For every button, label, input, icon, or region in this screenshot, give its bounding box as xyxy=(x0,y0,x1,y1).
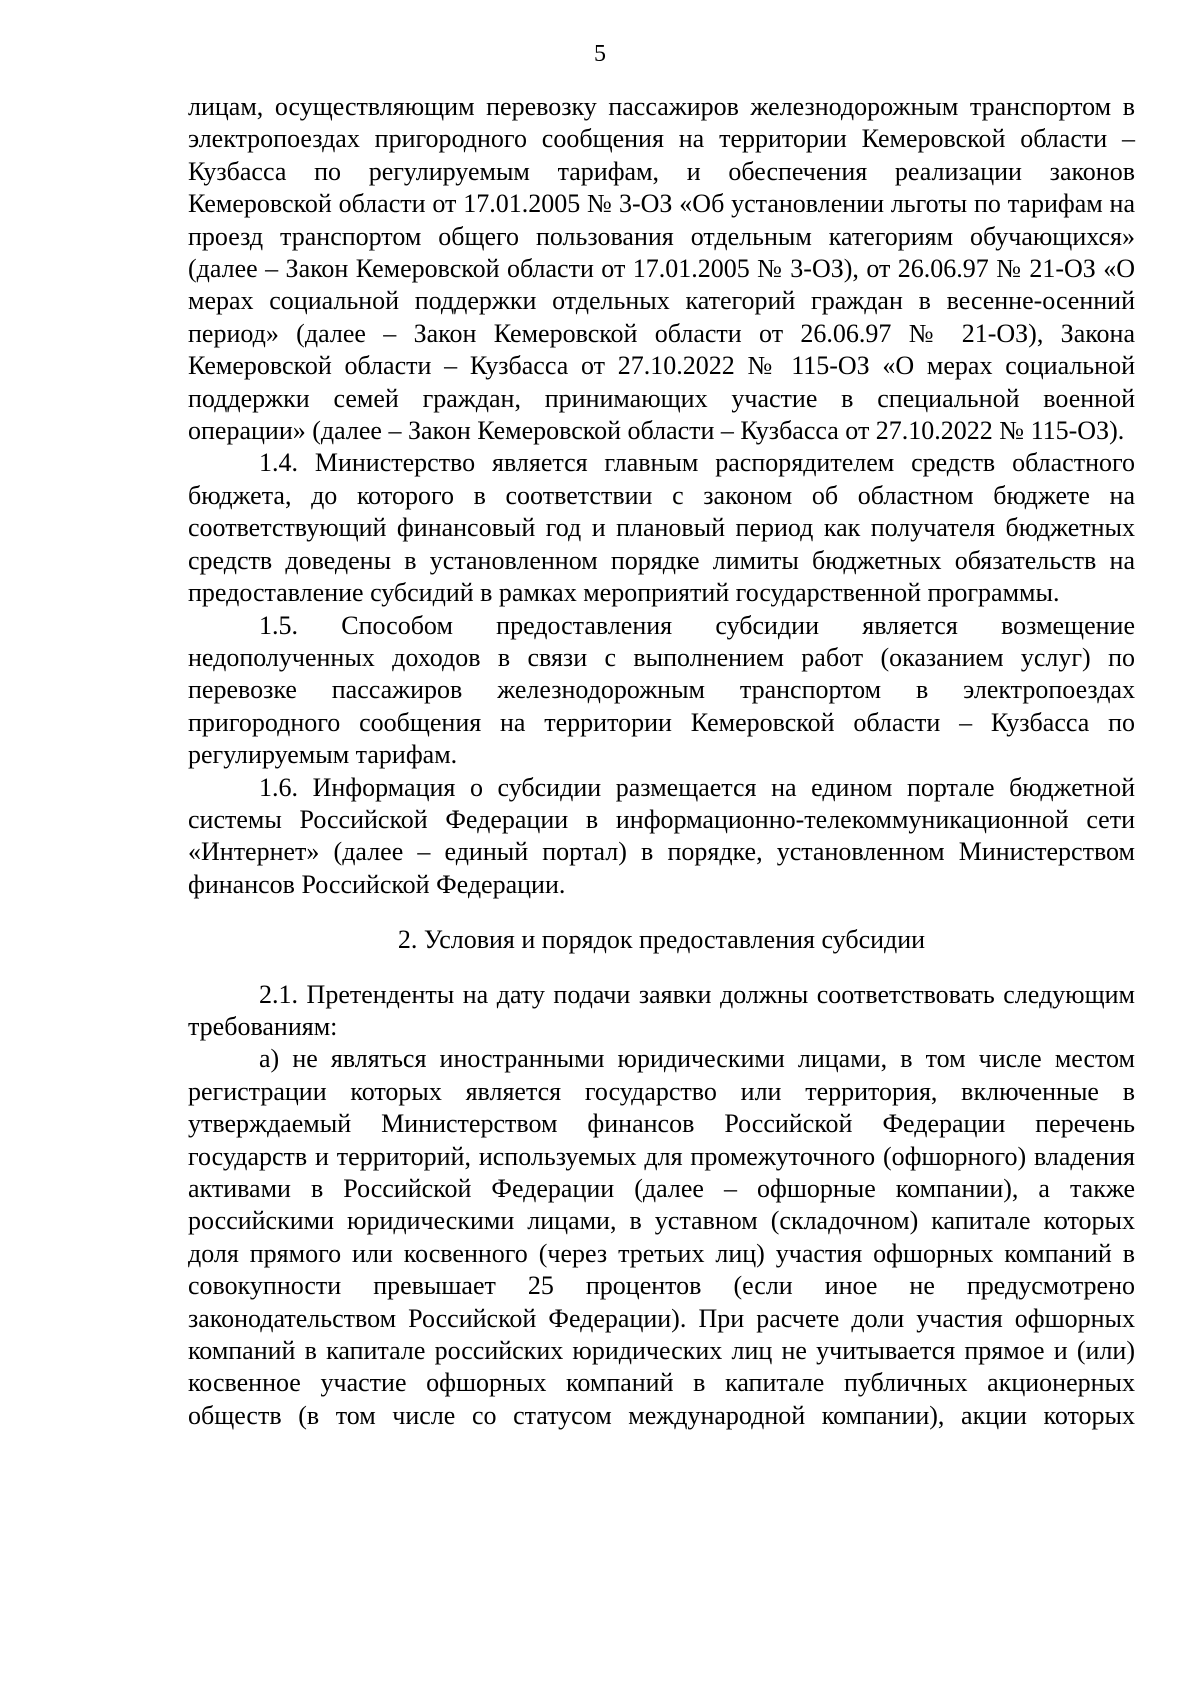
paragraph-1-5: 1.5. Способом предоставления субсидии является возмещение недополученных доходов в связи с выполнением работ (оказанием услуг) по перевозке пассажиров железнодорожным транспортом в электропоездах пригородного сообщения на территории Кемеровской области – Кузбасса по регулируемым тарифам. xyxy=(188,610,1135,770)
page-number: 5 xyxy=(594,41,606,67)
section-2-heading: 2. Условия и порядок предоставления субсидии xyxy=(397,925,926,955)
document-body xyxy=(188,91,1135,1432)
paragraph-2-1-a: а) не являться иностранными юридическими лицами, в том числе местом регистрации которых является государство или территория, включенные в утверждаемый Министерством финансов Российской Федерации перечень государств и территорий, используемых для промежуточного (офшорного) владения активами в Российской Федерации (далее – офшорные компании), а также российскими юридическими лицами, в уставном (складочном) капитале которых доля прямого или косвенного (через третьих лиц) участия офшорных компаний в совокупности превышает 25 процентов (если иное не предусмотрено законодательством Российской Федерации). При расчете доли участия офшорных компаний в капитале российских юридических лиц не учитывается прямое и (или) косвенное участие офшорных компаний в капитале публичных акционерных обществ (в том числе со статусом международной компании), акции которых xyxy=(188,1044,1135,1430)
paragraph-continuation: лицам, осуществляющим перевозку пассажиров железнодорожным транспортом в электропоездах пригородного сообщения на территории Кемеровской области – Кузбасса по регулируемым тарифам, и обеспечения реализации законов Кемеровской области от 17.01.2005 № 3-ОЗ «Об установлении льготы по тарифам на проезд транспортом общего пользования отдельным категориям обучающихся» (далее – Закон Кемеровской области от 17.01.2005 № 3-ОЗ), от 26.06.97 № 21-ОЗ «О мерах социальной поддержки отдельных категорий граждан в весенне-осенний период» (далее – Закон Кемеровской области от 26.06.97 № 21-ОЗ), Закона Кемеровской области – Кузбасса от 27.10.2022 № 115-ОЗ «О мерах социальной поддержки семей граждан, принимающих участие в специальной военной операции» (далее – Закон Кемеровской области – Кузбасса от 27.10.2022 № 115-ОЗ). xyxy=(188,92,1135,446)
paragraph-1-6: 1.6. Информация о субсидии размещается на едином портале бюджетной системы Российской Федерации в информационно-телекоммуникационной сети «Интернет» (далее – единый портал) в порядке, установленном Министерством финансов Российской Федерации. xyxy=(188,772,1135,899)
paragraph-2-1: 2.1. Претенденты на дату подачи заявки должны соответствовать следующим требованиям: xyxy=(188,979,1135,1041)
paragraph-1-4: 1.4. Министерство является главным распорядителем средств областного бюджета, до которого в соответствии с законом об областном бюджете на соответствующий финансовый год и плановый период как получателя бюджетных средств доведены в установленном порядке лимиты бюджетных обязательств на предоставление субсидий в рамках мероприятий государственной программы. xyxy=(188,448,1135,608)
